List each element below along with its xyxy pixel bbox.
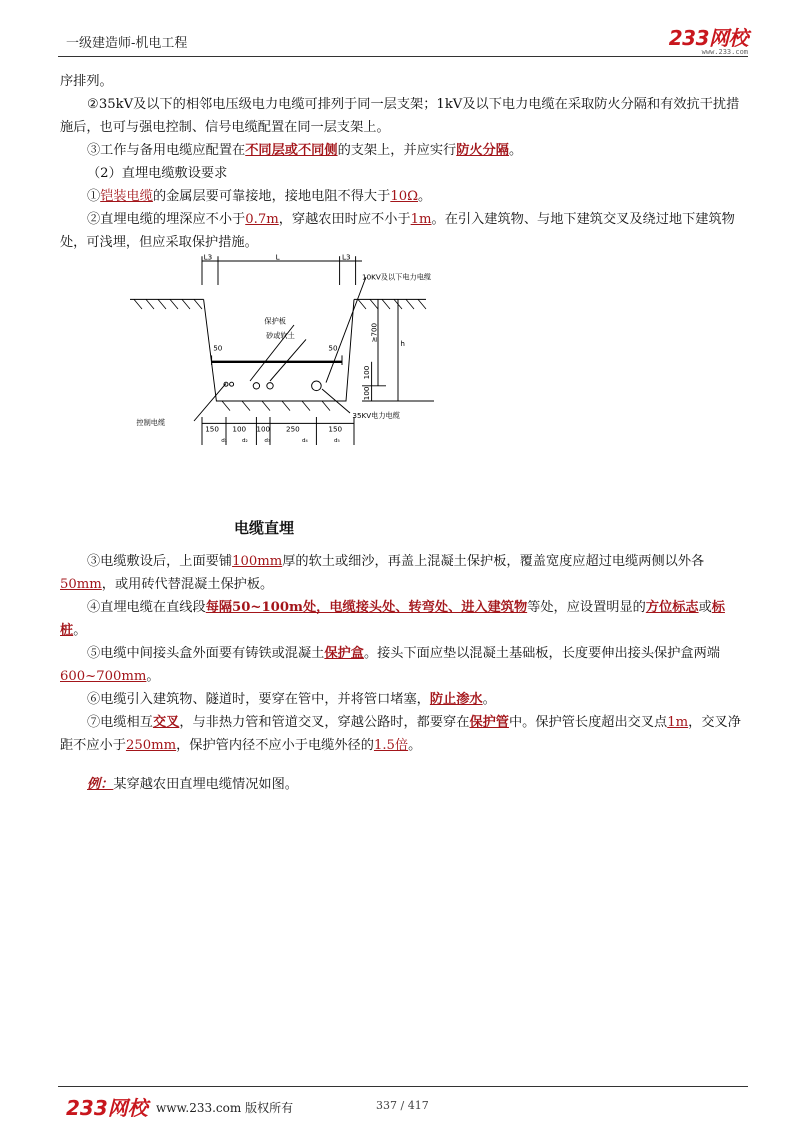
label-h: h xyxy=(400,338,405,348)
label-d5: d₅ xyxy=(334,437,340,444)
paragraph-2 xyxy=(60,139,750,162)
text: 。在引入建筑物、与地下建筑交叉及绕过地下建筑物处，可浅埋，但应采取保护措施。 xyxy=(60,212,735,250)
cable-d xyxy=(267,383,273,389)
footer-copyright: www.233.com 版权所有 xyxy=(156,1101,294,1115)
highlight: 标桩 xyxy=(60,600,725,638)
highlight: 防火分隔 xyxy=(456,143,509,158)
label-b100a: 100 xyxy=(232,424,247,434)
example-paragraph xyxy=(60,773,750,796)
text: ②直埋电缆的埋深应不小于 xyxy=(87,212,246,227)
label-d4: d₄ xyxy=(302,437,308,444)
text: 。 xyxy=(146,669,160,684)
text: ⑥电缆引入建筑物、隧道时，要穿在管中，并将管口堵塞， xyxy=(87,692,430,707)
label-50-right: 50 xyxy=(328,343,338,353)
label-b150-left: 150 xyxy=(205,424,219,434)
control-cable-a xyxy=(224,382,228,386)
label-100a: 100 xyxy=(362,365,372,380)
highlight: 1.5倍 xyxy=(373,738,409,753)
label-100b: 100 xyxy=(362,386,372,401)
cable-35kv xyxy=(312,381,322,391)
highlight: 0.7m xyxy=(245,212,279,227)
footer-logo[interactable]: 233网校 xyxy=(66,1096,148,1120)
highlight: 方位标志 xyxy=(645,600,699,615)
highlight: 50mm xyxy=(60,577,102,592)
text: 。 xyxy=(509,143,523,158)
text: ⑦电缆相互 xyxy=(87,715,153,730)
text: ④直埋电缆在直线段 xyxy=(87,600,206,615)
highlight: 防止渗水 xyxy=(429,692,483,707)
text: ⑤电缆中间接头盒外面要有铸铁或混凝土 xyxy=(87,646,325,661)
highlight: 1m xyxy=(667,715,689,730)
highlight: 250mm xyxy=(125,738,177,753)
site-logo[interactable] xyxy=(669,22,748,56)
paragraph-7 xyxy=(60,596,750,642)
highlight: 100mm xyxy=(232,554,283,569)
body-text-lower xyxy=(60,550,750,796)
text: ，或用砖代替混凝土保护板。 xyxy=(101,577,274,592)
example-text: 某穿越农田直埋电缆情况如图。 xyxy=(113,777,298,792)
label-50-left: 50 xyxy=(213,343,223,353)
text: ，穿越农田时应不小于 xyxy=(278,212,411,227)
text: ③电缆敷设后，上面要铺 xyxy=(87,554,233,569)
text: 等处，应设置明显的 xyxy=(527,600,646,615)
text: 。 xyxy=(408,738,422,753)
body-text-upper xyxy=(60,70,750,254)
leader-10kv xyxy=(326,277,366,383)
label-700: ≥700 xyxy=(369,322,379,343)
label-protect-board: 保护板 xyxy=(264,316,286,326)
figure-caption: 电缆直埋 xyxy=(234,519,295,537)
paragraph-5 xyxy=(60,208,750,254)
text: ，交叉净距不应小于 xyxy=(60,715,741,753)
header-title: 一级建造师-机电工程 xyxy=(66,36,188,51)
leader-sand xyxy=(270,339,306,381)
logo-brand: 233网校 xyxy=(668,26,748,50)
paragraph-10 xyxy=(60,711,750,757)
highlight: 10Ω xyxy=(390,189,419,204)
text: ，保护管内径不应小于电缆外径的 xyxy=(176,738,374,753)
label-d1: d₁ xyxy=(221,437,227,444)
highlight: 每隔50~100m处，电缆接头处、转弯处、进入建筑物 xyxy=(205,600,528,615)
text: 。 xyxy=(73,623,87,638)
text: 中。保护管长度超出交叉点 xyxy=(509,715,668,730)
paragraph-8 xyxy=(60,642,750,688)
page-number: 337 / 417 xyxy=(376,1099,429,1112)
label-L3-right: L3 xyxy=(342,253,351,262)
label-control-cable: 控制电缆 xyxy=(136,418,166,427)
label-d2: d₂ xyxy=(242,437,248,444)
paragraph-4 xyxy=(60,185,750,208)
leader-control xyxy=(194,383,226,421)
paragraph-1: ②35kV及以下的相邻电压级电力电缆可排列于同一层支架；1kV及以下电力电缆在采取防火分隔和有效抗干扰措施后，也可与强电控制、信号电缆配置在同一层支架上。 xyxy=(60,97,740,135)
highlight: 交叉 xyxy=(152,715,180,730)
highlight: 保护管 xyxy=(469,715,509,730)
footer-divider xyxy=(58,1086,748,1087)
text: 的支架上，并应实行 xyxy=(337,143,457,158)
label-10kv-cable: 10KV及以下电力电缆 xyxy=(362,272,432,282)
paragraph-6 xyxy=(60,550,750,596)
page-header xyxy=(58,22,748,58)
example-label: 例： xyxy=(87,777,114,792)
section-heading: （2）直埋电缆敷设要求 xyxy=(87,166,228,181)
highlight: 铠装电缆 xyxy=(100,189,153,204)
text: 。接头下面应垫以混凝土基础板，长度要伸出接头保护盒两端 xyxy=(363,646,720,661)
text: 或 xyxy=(698,600,712,615)
paragraph-0: 序排列。 xyxy=(60,74,113,89)
control-cable-b xyxy=(230,382,234,386)
label-b250: 250 xyxy=(286,424,300,434)
page-footer xyxy=(58,1090,748,1120)
highlight: 保护盒 xyxy=(324,646,364,661)
text: ① xyxy=(87,189,101,204)
header-divider xyxy=(58,56,748,57)
cable-c xyxy=(253,383,259,389)
text: ，与非热力管和管道交叉，穿越公路时，都要穿在 xyxy=(179,715,470,730)
cable-burial-diagram xyxy=(80,253,500,493)
label-b150-right: 150 xyxy=(328,424,343,434)
text: 厚的软土或细沙，再盖上混凝土保护板，覆盖宽度应超过电缆两侧以外各 xyxy=(282,554,705,569)
text: 。 xyxy=(418,189,432,204)
label-d3: d₃ xyxy=(264,437,271,444)
label-L3-left: L3 xyxy=(203,253,213,262)
label-b100b: 100 xyxy=(256,424,271,434)
highlight: 600~700mm xyxy=(60,669,147,684)
text: ③工作与备用电缆应配置在 xyxy=(87,143,246,158)
label-35kv-cable: 35KV电力电缆 xyxy=(352,410,400,420)
text: 的金属层要可靠接地，接地电阻不得大于 xyxy=(152,189,391,204)
logo-site: www.233.com xyxy=(701,48,748,56)
highlight: 1m xyxy=(410,212,432,227)
label-L: L xyxy=(275,253,280,262)
paragraph-9 xyxy=(60,688,750,711)
text: 。 xyxy=(482,692,496,707)
highlight: 不同层或不同侧 xyxy=(245,143,338,158)
label-sand: 砂或软土 xyxy=(266,330,295,340)
